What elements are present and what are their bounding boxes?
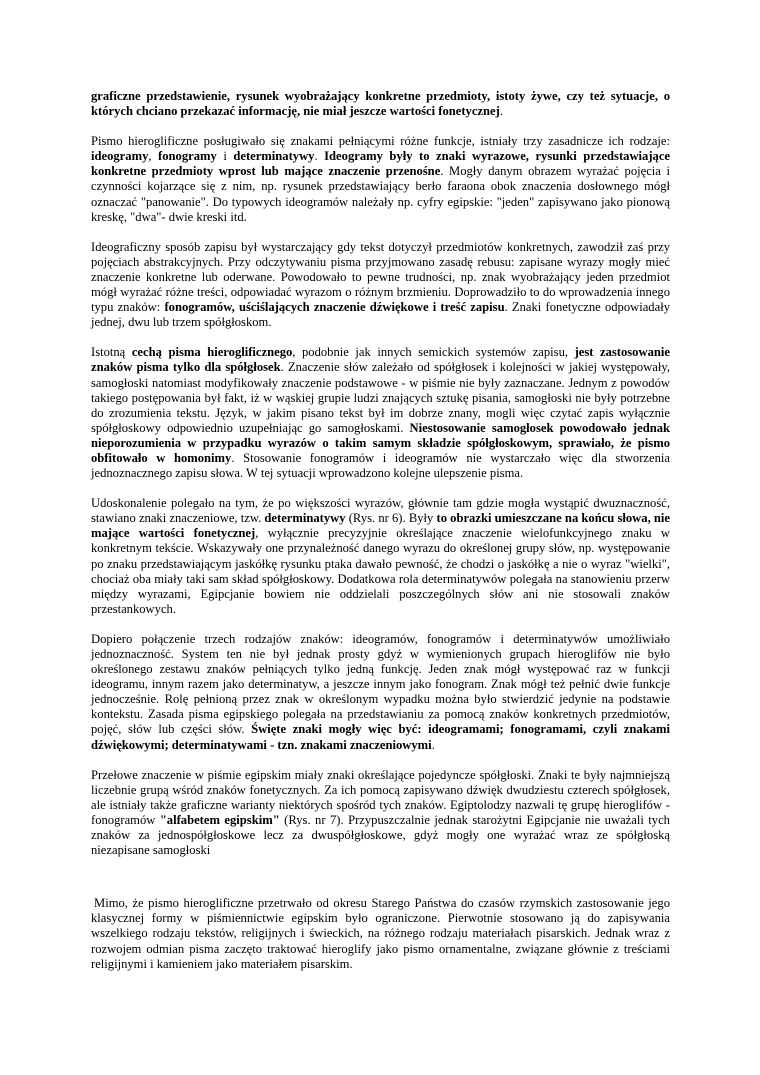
bold-text-run: determinatywy — [264, 511, 346, 526]
text-run: (Rys. nr 7). Przypuszczalnie jednak starożytni Egipcjanie nie uważali tych znaków za jednospółgłoskowe lecz za dwuspółgłoskowe, gdyż mogły one wyrażać wraz ze spółgłoską niezapisane samogłoski — [91, 812, 670, 858]
text-run: Udoskonalenie polegało na tym, że po większości wyrazów, głównie tam gdzie mogła wystąpić dwuznaczność, stawiano znaki znaczeniowe, tzw. — [91, 496, 670, 526]
text-run: (Rys. nr 6). Były — [345, 511, 437, 526]
paragraph-7 — [91, 768, 670, 859]
bold-text-run: Święte znaki mogły więc być: ideogramami; fonogramami, czyli znakami dźwiękowymi; determinatywami - tzn. znakami znaczeniowymi — [91, 722, 670, 752]
text-run: Dopiero połączenie trzech rodzajów znaków: ideogramów, fonogramów i determinatywów umożliwiało jednoznaczność. System ten nie był jednak prosty gdyż w wymienionych grupach hieroglifów nie było określonego zestawu znaków pełniących tylko jedną funkcję. Jeden znak mógł występować raz w funkcji ideogramu, innym razem jako determinatyw, a jeszcze innym jako fonogram. Znak mógł też pełnić dwie funkcje jednocześnie. Rolę pełnioną przez znak w określonym wypadku można było stwierdzić jedynie na podstawie kontekstu. Zasada pisma egipskiego polegała na przedstawianiu za pomocą znaków konkretnych przedmiotów, pojęć, słów lub części słów. — [91, 631, 670, 737]
text-run: . — [499, 104, 503, 119]
paragraph-1 — [91, 89, 670, 119]
bold-text-run: to obrazki umieszczane na końcu słowa, nie mające wartości fonetycznej — [91, 511, 670, 541]
text-run: . Znaczenie słów zależało od spółgłosek i kolejności w jakiej występowały, samogłoski natomiast modyfikowały znaczenie podstawowe - w piśmie nie były zaznaczane. Jednym z powodów takiego postępowania był fakt, iż w wąskiej grupie ludzi znających sztukę pisania, samogłoski nie były potrzebne do zrozumienia tekstu. Język, w jakim pisano tekst był im dobrze znany, mogli więc czytać zapis wyłącznie spółgłoskowy odpowiednio uzupełniając go samogłoskami. — [91, 360, 670, 435]
paragraph-8 — [91, 896, 670, 971]
paragraph-4 — [91, 345, 670, 481]
text-run: i — [216, 149, 234, 164]
bold-text-run: "alfabetem egipskim" — [159, 812, 280, 827]
bold-text-run: graficzne przedstawienie, rysunek wyobrażający konkretne przedmioty, istoty żywe, czy też sytuacje, o których chciano przekazać informację, nie miał jeszcze wartości fonetycznej — [91, 89, 670, 119]
paragraph-5 — [91, 496, 670, 617]
text-run: Przełowe znaczenie w piśmie egipskim miały znaki określające pojedyncze spółgłoski. Znaki te były najmniejszą liczebnie grupą wśród znaków fonetycznych. Za ich pomocą zapisywano dźwięk dwudziestu czterech spółgłosek, ale istniały także graficzne warianty niektórych spośród tych znaków. Egiptolodzy nazwali tę grupę hieroglifów - fonogramów — [91, 767, 670, 827]
paragraph-2 — [91, 134, 670, 225]
bold-text-run: jest zastosowanie znaków pisma tylko dla spółgłosek — [91, 345, 670, 375]
text-run: , podobnie jak innych semickich systemów zapisu, — [292, 345, 575, 360]
bold-text-run: Ideogramy były to znaki wyrazowe, rysunki przedstawiające konkretne przedmioty wprost lub mające znaczenie przenośne — [91, 149, 671, 179]
text-run: . Mogły danym obrazem wyrażać pojęcia i czynności kojarzące się z nim, np. rysunek przedstawiający berło faraona obok znaczenia dosłownego mógł oznaczać "panowanie". Do typowych ideogramów należały np. cyfry egipskie: "jeden" zapisywano jako pionową kreskę, "dwa"- dwie kreski itd. — [91, 164, 670, 224]
text-run: . Znaki fonetyczne odpowiadały jednej, dwu lub trzem spółgłoskom. — [91, 300, 670, 330]
text-run: . — [431, 737, 435, 752]
text-run: Istotną — [91, 345, 132, 360]
paragraph-3 — [91, 240, 670, 331]
bold-text-run: fonogramów, uściślających znaczenie dźwiękowe i treść zapisu — [164, 300, 505, 315]
text-run: , wyłącznie precyzyjnie określające znaczenie wielofunkcyjnego znaku w konkretnym tekście. Wskazywały one przynależność danego wyrazu do określonej grupy słów, np. występowanie po znaku przedstawiającym jaskółkę rysunku ptaka dawało pewność, że chodzi o jaskółkę a nie o wyraz "wielki", chociaż oba miały taki sam skład spółgłoskowy. Dodatkowa rola determinatywów polegała na stanowieniu przerw między wyrazami, Egipcjanie bowiem nie oddzielali poszczególnych słów ani nie stosowali znaków przestankowych. — [91, 526, 670, 616]
text-run: Ideograficzny sposób zapisu był wystarczający gdy tekst dotyczył przedmiotów konkretnych, zawodził zaś przy pojęciach abstrakcyjnych. Przy odczytywaniu pisma przyjmowano zasadę rebusu: zapisane wyrazy mogły mieć znaczenie konkretne lub oderwane. Powodowało to pewne trudności, np. znak wyobrażający jeden przedmiot mógł wyrażać różne treści, odpowiadać wyrazom o różnym brzmieniu. Doprowadziło to do wprowadzenia innego typu znaków: — [91, 239, 670, 315]
bold-text-run: fonogramy — [158, 149, 217, 164]
bold-text-run: ideogramy — [91, 149, 149, 164]
document-page — [91, 89, 670, 987]
paragraph-6 — [91, 632, 670, 753]
text-run: . — [314, 149, 325, 164]
text-run: Pismo hieroglificzne posługiwało się znakami pełniącymi różne funkcje, istniały trzy zasadnicze ich rodzaje: — [91, 134, 670, 149]
bold-text-run: Niestosowanie samogłosek powodowało jednak nieporozumienia w przypadku wyrazów o takim samym składzie spółgłoskowym, sprawiało, że pismo obfitowało w homonimy — [91, 420, 671, 465]
bold-text-run: determinatywy — [233, 149, 315, 164]
bold-text-run: cechą pisma hieroglificznego — [131, 345, 293, 360]
text-run: . Stosowanie fonogramów i ideogramów nie wystarczało więc dla stworzenia jednoznacznego zapisu słowa. W tej sytuacji wprowadzono kolejne ulepszenie pisma. — [91, 450, 670, 481]
text-run: , — [148, 149, 159, 164]
text-run: Mimo, że pismo hieroglificzne przetrwało od okresu Starego Państwa do czasów rzymskich zastosowanie jego klasycznej formy w piśmiennictwie egipskim było ograniczone. Pierwotnie stosowano ją do zapisywania wszelkiego rodzaju tekstów, religijnych i świeckich, na różnego rodzaju materiałach pisarskich. Jednak wraz z rozwojem odmian pisma zaczęto traktować hieroglify jako pismo ornamentalne, związane głównie z treściami religijnymi i kamieniem jako materiałem pisarskim. — [91, 896, 670, 971]
